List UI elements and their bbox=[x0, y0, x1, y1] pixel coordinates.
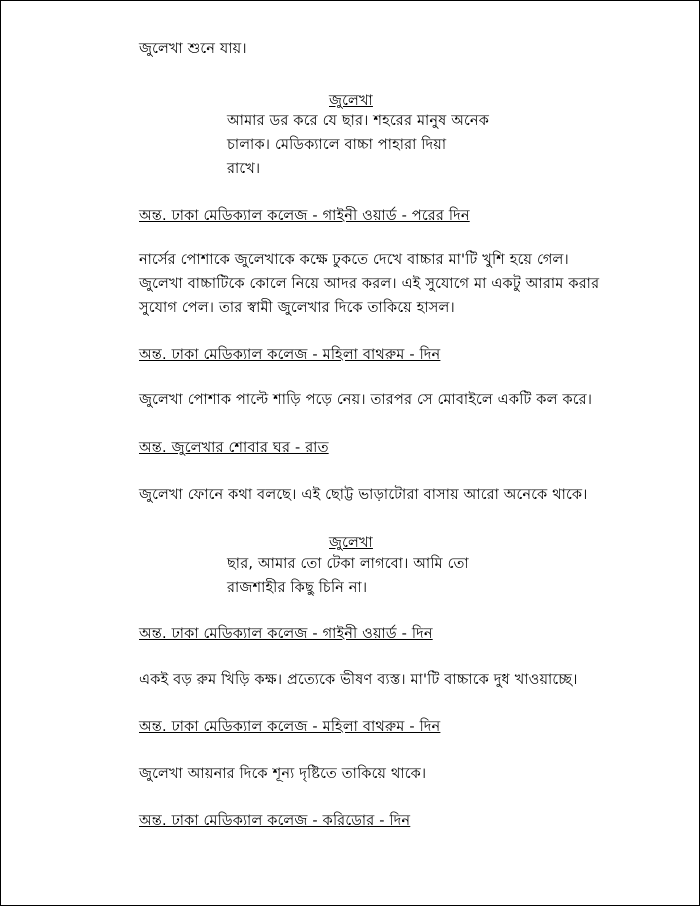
action-line: জুলেখা বাচ্চাটিকে কোলে নিয়ে আদর করল। এই সুযোগে মা একটু আরাম করার bbox=[139, 276, 600, 292]
action-line: সুযোগ পেল। তার স্বামী জুলেখার দিকে তাকিয়ে হাসল। bbox=[139, 300, 455, 316]
scene-heading: অন্ত. ঢাকা মেডিক্যাল কলেজ - মহিলা বাথরুম - দিন bbox=[139, 719, 441, 735]
scene-heading: অন্ত. ঢাকা মেডিক্যাল কলেজ - গাইনী ওয়ার্ড - পরের দিন bbox=[139, 208, 470, 224]
dialogue-block bbox=[227, 109, 489, 181]
character-name: জুলেখা bbox=[329, 535, 373, 551]
scene-heading: অন্ত. ঢাকা মেডিক্যাল কলেজ - করিডোর - দিন bbox=[139, 813, 411, 829]
action-line: জুলেখা শুনে যায়। bbox=[139, 41, 247, 57]
action-line: একই বড় রুম খিড়ি কক্ষ। প্রত্যেকে ভীষণ ব্যস্ত। মা'টি বাচ্চাকে দুধ খাওয়াচ্ছে। bbox=[139, 672, 578, 688]
action-line: নার্সের পোশাকে জুলেখাকে কক্ষে ঢুকতে দেখে বাচ্চার মা'টি খুশি হয়ে গেল। bbox=[139, 252, 569, 268]
dialogue-line: আমার ডর করে যে ছার। শহরের মানুষ অনেক bbox=[227, 113, 490, 129]
scene-heading: অন্ত. ঢাকা মেডিক্যাল কলেজ - গাইনী ওয়ার্ড - দিন bbox=[139, 626, 433, 642]
scene-heading: অন্ত. ঢাকা মেডিক্যাল কলেজ - মহিলা বাথরুম - দিন bbox=[139, 347, 441, 363]
action-line: জুলেখা আয়নার দিকে শূন্য দৃষ্টিতে তাকিয়ে থাকে। bbox=[139, 766, 427, 782]
action-block bbox=[139, 248, 599, 320]
action-line: জুলেখা পোশাক পাল্টে শাড়ি পড়ে নেয়। তারপর সে মোবাইলে একটি কল করে। bbox=[139, 392, 593, 408]
dialogue-line: রাখে। bbox=[227, 161, 261, 177]
dialogue-block bbox=[227, 552, 469, 600]
dialogue-line: ছার, আমার তো টেকা লাগবো। আমি তো bbox=[227, 556, 469, 572]
scene-heading: অন্ত. জুলেখার শোবার ঘর - রাত bbox=[139, 440, 329, 456]
dialogue-line: চালাক। মেডিক্যালে বাচ্চা পাহারা দিয়া bbox=[227, 137, 447, 153]
character-name: জুলেখা bbox=[329, 93, 373, 109]
dialogue-line: রাজশাহীর কিছু চিনি না। bbox=[227, 580, 368, 596]
action-line: জুলেখা ফোনে কথা বলছে। এই ছোট্ট ভাড়াটোরা বাসায় আরো অনেকে থাকে। bbox=[139, 487, 588, 503]
